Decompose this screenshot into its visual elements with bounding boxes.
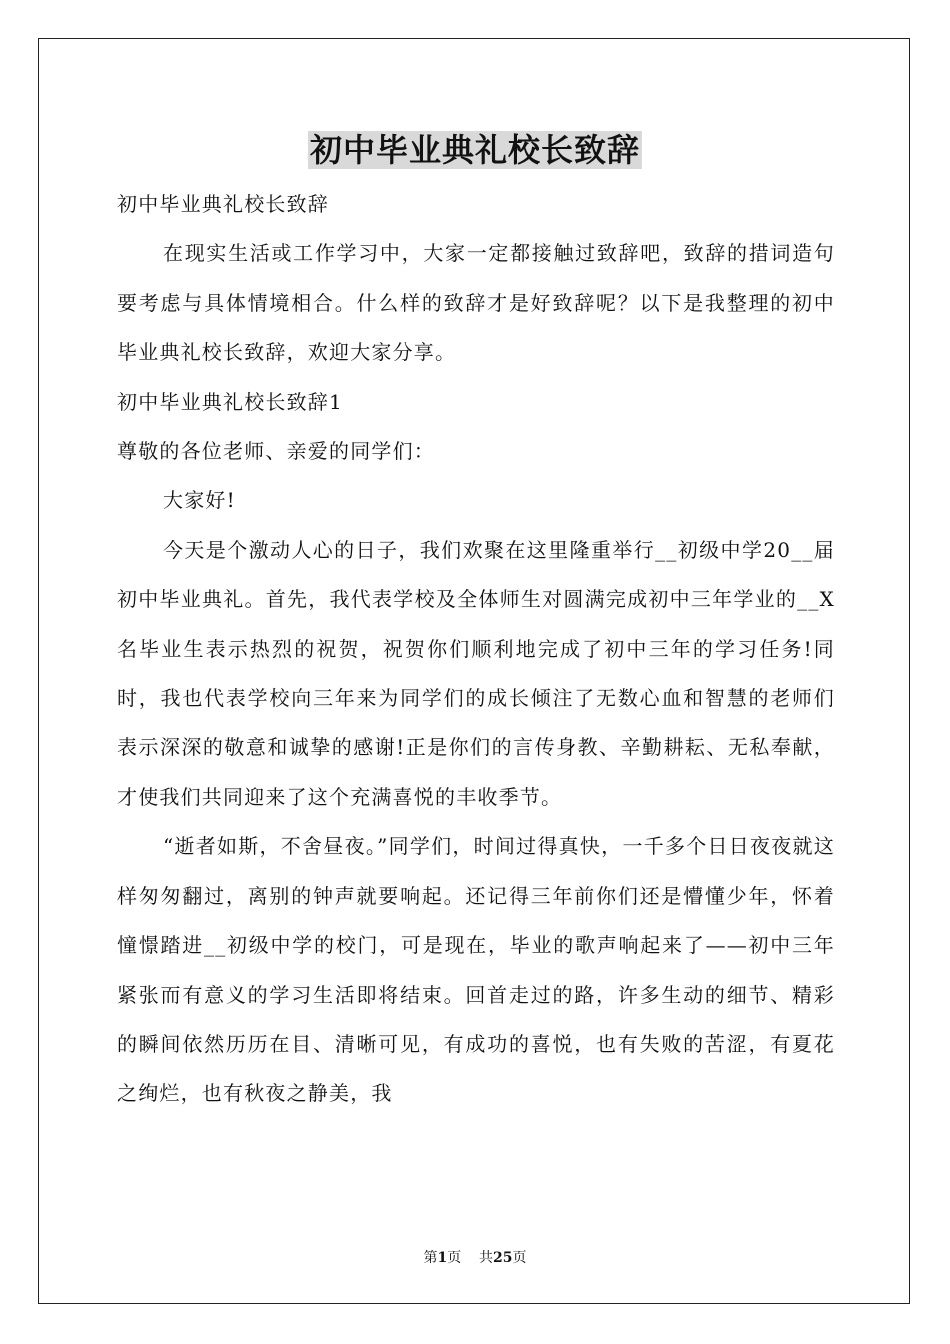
document-title-block [0, 128, 950, 172]
total-pages-prefix: 共 [479, 1250, 494, 1266]
current-page-number: 1 [437, 1250, 448, 1266]
document-body [117, 180, 835, 1119]
paragraph: 尊敬的各位老师、亲爱的同学们： [117, 439, 435, 464]
total-pages-suffix: 页 [512, 1250, 527, 1266]
paragraph: 在现实生活或工作学习中，大家一定都接触过致辞吧，致辞的措词造句要考虑与具体情境相合。什么样的致辞才是好致辞呢？以下是我整理的初中毕业典礼校长致辞，欢迎大家分享。 [117, 241, 835, 365]
paragraph: 今天是个激动人心的日子，我们欢聚在这里隆重举行__初级中学20__届初中毕业典礼。首先，我代表学校及全体师生对圆满完成初中三年学业的__X名毕业生表示热烈的祝贺，祝贺你们顺利地完成了初中三年的学习任务!同时，我也代表学校向三年来为同学们的成长倾注了无数心血和智慧的老师们表示深深的敬意和诚挚的感谢!正是你们的言传身教、辛勤耕耘、无私奉献，才使我们共同迎来了这个充满喜悦的丰收季节。 [117, 537, 835, 809]
page-number-suffix: 页 [447, 1250, 462, 1266]
total-pages-number: 25 [493, 1250, 513, 1266]
page-footer [0, 1247, 950, 1267]
paragraph: “逝者如斯，不舍昼夜。”同学们，时间过得真快，一千多个日日夜夜就这样匆匆翻过，离别的钟声就要响起。还记得三年前你们还是懵懂少年，怀着憧憬踏进__初级中学的校门，可是现在，毕业的歌声响起来了——初中三年紧张而有意义的学习生活即将结束。回首走过的路，许多生动的细节、精彩的瞬间依然历历在目、清晰可见，有成功的喜悦，也有失败的苦涩，有夏花之绚烂，也有秋夜之静美，我 [117, 834, 835, 1106]
paragraph: 初中毕业典礼校长致辞1 [117, 389, 343, 414]
page-number-prefix: 第 [423, 1250, 438, 1266]
document-title: 初中毕业典礼校长致辞 [309, 131, 640, 169]
paragraph: 初中毕业典礼校长致辞 [117, 192, 329, 216]
paragraph: 大家好! [163, 488, 236, 513]
